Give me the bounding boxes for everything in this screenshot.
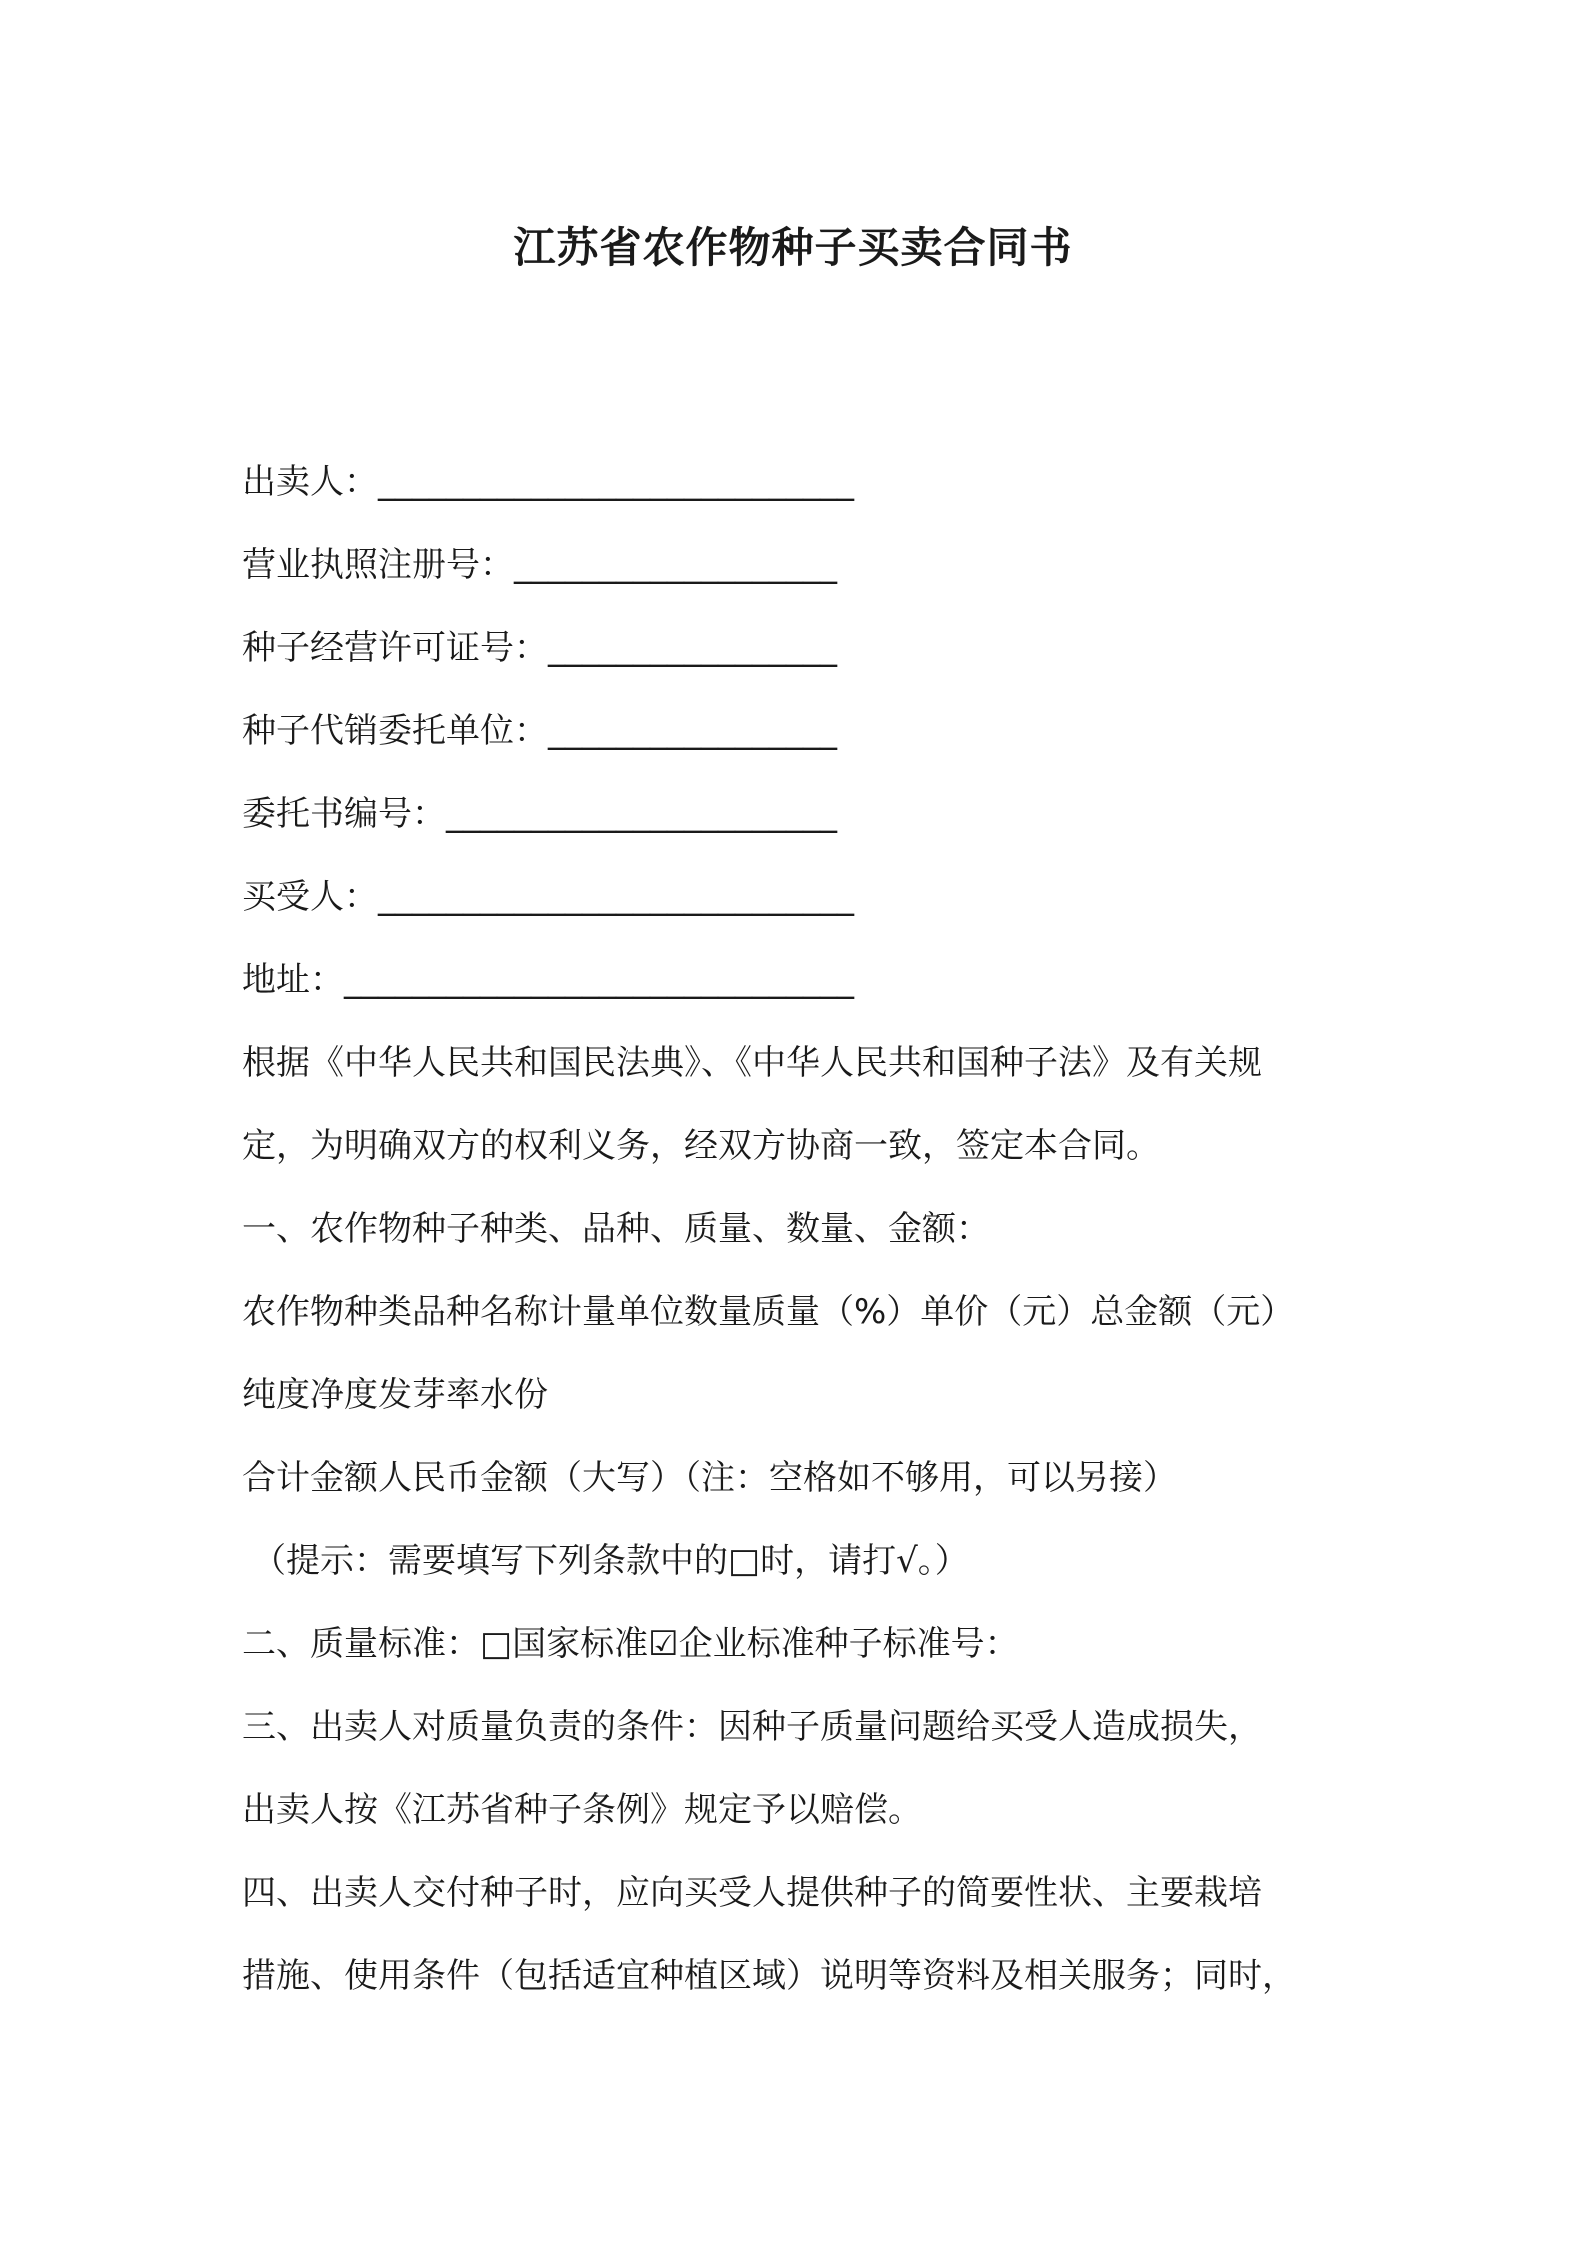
buyer-field: 买受人：____________________________ [242, 877, 854, 917]
consignment-unit-field: 种子代销委托单位：_________________ [242, 711, 837, 751]
section-heading-4: 四、出卖人交付种子时，应向买受人提供种子的简要性状、主要栽培 [242, 1873, 1262, 1913]
section-heading-3: 三、出卖人对质量负责的条件：因种子质量问题给买受人造成损失， [242, 1707, 1262, 1747]
address-field: 地址：______________________________ [242, 960, 854, 1000]
hint-line: （提示：需要填写下列条款中的□时，请打√。） [252, 1541, 969, 1581]
table-header-line: 农作物种类品种名称计量单位数量质量（%）单价（元）总金额（元） [242, 1292, 1295, 1332]
document-title: 江苏省农作物种子买卖合同书 [513, 223, 1073, 272]
total-amount-line: 合计金额人民币金额（大写）（注：空格如不够用，可以另接） [242, 1458, 1177, 1498]
paragraph-line: 出卖人按《江苏省种子条例》规定予以赔偿。 [242, 1790, 922, 1830]
section-heading-2: 二、质量标准：□国家标准☑企业标准种子标准号： [242, 1624, 1019, 1664]
paragraph-line: 措施、使用条件（包括适宜种植区域）说明等资料及相关服务；同时， [242, 1956, 1296, 1996]
consignment-number-field: 委托书编号：_______________________ [242, 794, 837, 834]
paragraph-line: 定，为明确双方的权利义务，经双方协商一致，签定本合同。 [242, 1126, 1160, 1166]
table-subheader-line: 纯度净度发芽率水份 [242, 1375, 548, 1415]
paragraph-line: 根据《中华人民共和国民法典》、《中华人民共和国种子法》及有关规 [242, 1043, 1262, 1083]
seed-permit-field: 种子经营许可证号：_________________ [242, 628, 837, 668]
section-heading-1: 一、农作物种子种类、品种、质量、数量、金额： [242, 1209, 990, 1249]
seller-field: 出卖人：____________________________ [242, 462, 854, 502]
business-license-field: 营业执照注册号：___________________ [242, 545, 837, 585]
